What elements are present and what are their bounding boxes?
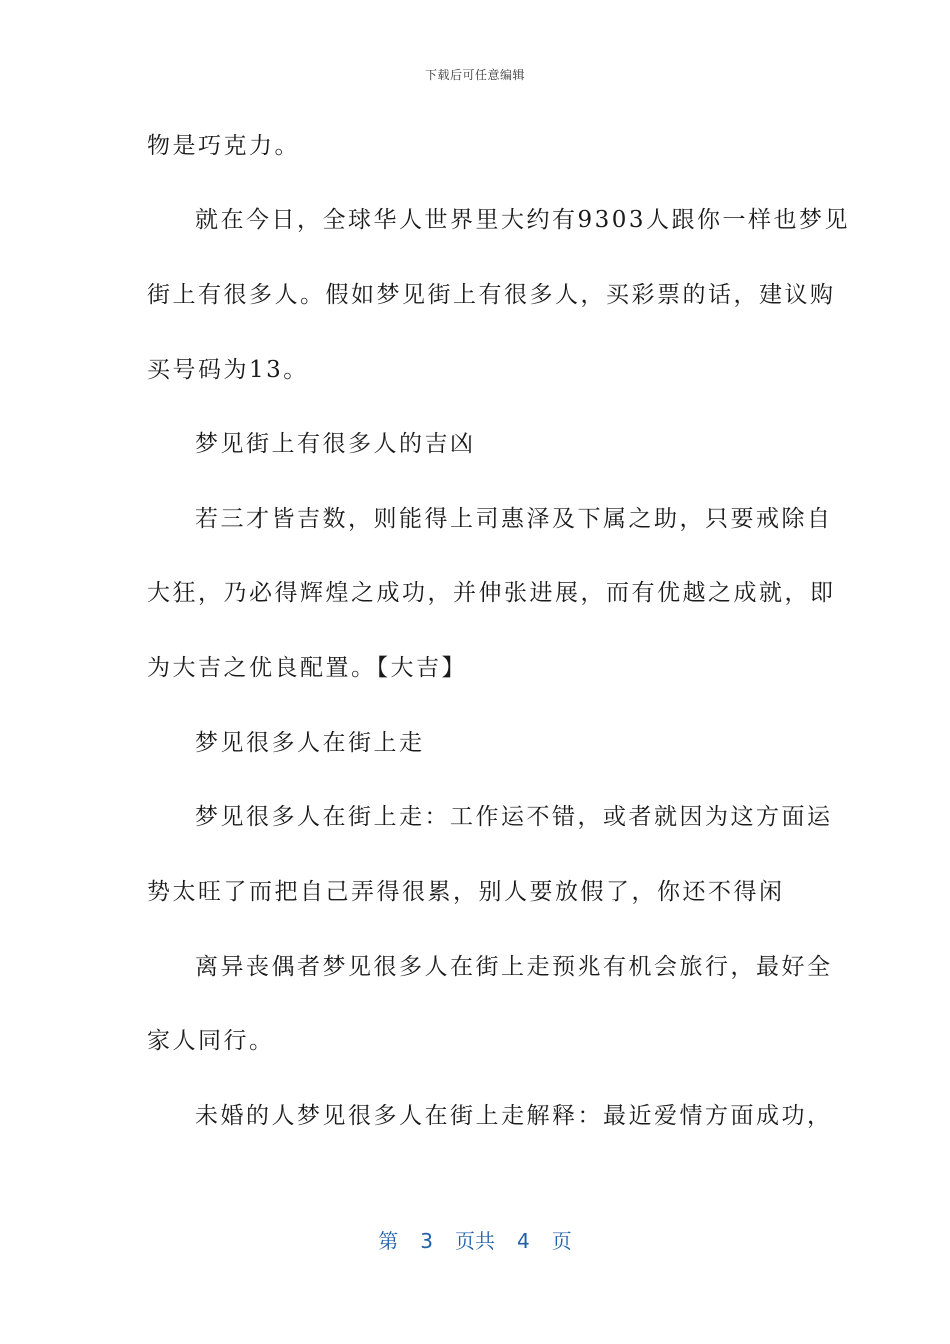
body-line: 大狂，乃必得辉煌之成功，并伸张进展，而有优越之成就，即 [147, 580, 836, 606]
body-line: 家人同行。 [147, 1028, 275, 1054]
page-header-note: 下载后可任意编辑 [424, 68, 525, 82]
body-line: 就在今日，全球华人世界里大约有9303人跟你一样也梦见 [195, 207, 851, 233]
body-line: 若三才皆吉数，则能得上司惠泽及下属之助，只要戒除自 [195, 506, 833, 532]
body-line: 物是巧克力。 [147, 133, 300, 159]
section-heading: 梦见街上有很多人的吉凶 [195, 431, 476, 457]
footer-suffix: 页 [551, 1229, 572, 1253]
section-heading: 梦见很多人在街上走 [195, 730, 425, 756]
body-line: 街上有很多人。假如梦见街上有很多人，买彩票的话，建议购 [147, 282, 836, 308]
body-line: 势太旺了而把自己弄得很累，别人要放假了，你还不得闲 [147, 879, 785, 905]
current-page-number: 3 [420, 1229, 433, 1253]
body-line: 离异丧偶者梦见很多人在街上走预兆有机会旅行，最好全 [195, 954, 833, 980]
body-line: 买号码为13。 [147, 357, 309, 383]
footer-middle: 页共 [455, 1229, 495, 1253]
body-line: 未婚的人梦见很多人在街上走解释：最近爱情方面成功， [195, 1103, 833, 1129]
total-page-count: 4 [517, 1229, 530, 1253]
body-line: 为大吉之优良配置。【大吉】 [147, 655, 467, 681]
page-footer [0, 1225, 950, 1254]
body-line: 梦见很多人在街上走：工作运不错，或者就因为这方面运 [195, 804, 833, 830]
footer-prefix: 第 [378, 1229, 399, 1253]
